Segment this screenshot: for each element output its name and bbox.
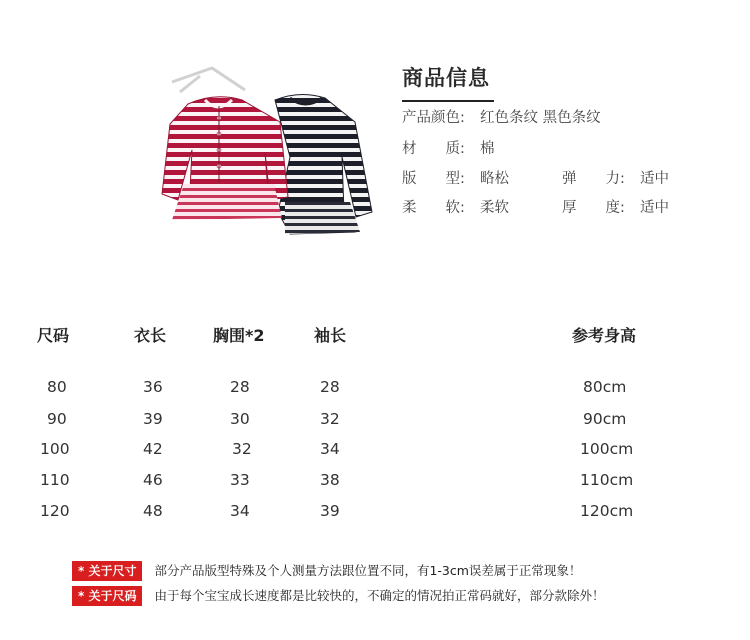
fit-label: 版 型: (402, 171, 465, 187)
cell-length: 36 (143, 378, 163, 396)
header-height: 参考身高 (572, 326, 637, 345)
cell-size: 110 (40, 471, 70, 489)
thickness-label: 厚 度: (562, 200, 625, 216)
softness-value: 柔软 (480, 200, 509, 216)
cell-size: 90 (47, 410, 67, 428)
cell-height: 90cm (583, 410, 627, 428)
cell-chest: 33 (230, 471, 250, 489)
thickness-value: 适中 (640, 200, 669, 216)
header-length: 衣长 (134, 326, 167, 345)
cell-length: 39 (143, 410, 163, 428)
cell-height: 80cm (583, 378, 627, 396)
cell-sleeve: 28 (320, 378, 340, 396)
color-label: 产品颜色: (402, 110, 465, 126)
material-value: 棉 (480, 141, 495, 157)
cell-length: 48 (143, 502, 163, 520)
cell-size: 100 (40, 440, 70, 458)
material-label: 材 质: (402, 141, 465, 157)
note-fit (72, 586, 604, 606)
note-size-tag: * 关于尺寸 (72, 561, 142, 581)
elasticity-label: 弹 力: (562, 171, 625, 187)
product-info-title: 商品信息 (402, 66, 490, 90)
cell-length: 46 (143, 471, 163, 489)
note-size (72, 561, 581, 581)
header-sleeve: 袖长 (314, 326, 347, 345)
header-size: 尺码 (37, 326, 70, 345)
fit-value: 略松 (480, 171, 509, 187)
cell-chest: 28 (230, 378, 250, 396)
cell-height: 100cm (580, 440, 634, 458)
note-fit-text: 由于每个宝宝成长速度都是比较快的，不确定的情况拍正常码就好，部分款除外！ (154, 588, 605, 603)
note-fit-tag: * 关于尺码 (72, 586, 142, 606)
softness-label: 柔 软: (402, 200, 465, 216)
note-size-text: 部分产品版型特殊及个人测量方法跟位置不同，有1-3cm误差属于正常现象！ (154, 563, 582, 578)
color-value: 红色条纹 黑色条纹 (480, 110, 601, 126)
cell-sleeve: 32 (320, 410, 340, 428)
cell-height: 120cm (580, 502, 634, 520)
elasticity-value: 适中 (640, 171, 669, 187)
header-chest: 胸围*2 (213, 326, 265, 345)
cell-sleeve: 39 (320, 502, 340, 520)
cell-sleeve: 34 (320, 440, 340, 458)
cell-sleeve: 38 (320, 471, 340, 489)
cell-size: 120 (40, 502, 70, 520)
cell-chest: 34 (230, 502, 250, 520)
cell-chest: 30 (230, 410, 250, 428)
cell-height: 110cm (580, 471, 634, 489)
cell-length: 42 (143, 440, 163, 458)
cell-chest: 32 (232, 440, 252, 458)
cell-size: 80 (47, 378, 67, 396)
